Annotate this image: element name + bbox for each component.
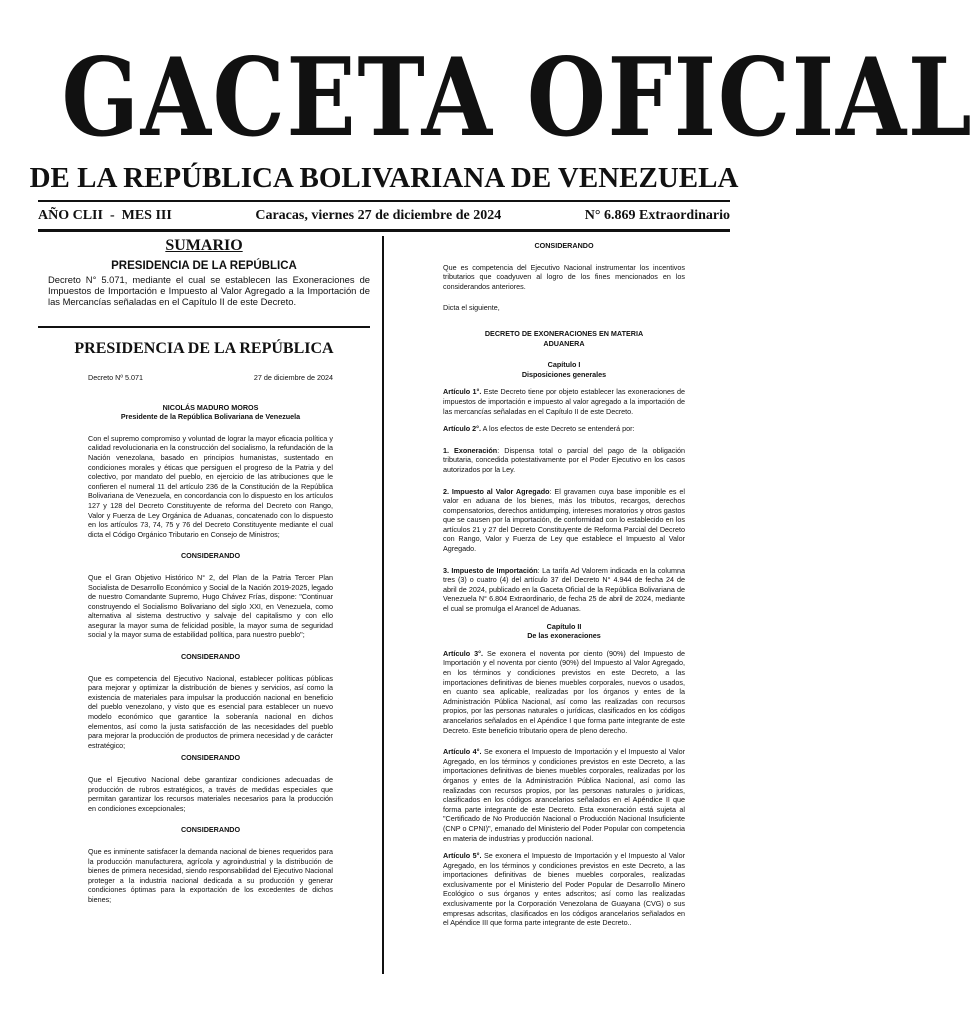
definition-1-label: 1. Exoneración: [443, 445, 498, 455]
article-4-text: Se exonera el Impuesto de Importación y el Impuesto al Valor Agregado, en los términos y condiciones previstos en este Decreto, a las importaciones definitivas de bienes muebles corporales, realizadas por los órganos y entes de la Administración Pública Nacional, así como las realizadas con recursos propios, por las personas naturales o jurídicas, clasificados en los códigos arancelarios señalados en el Apéndice II que forma parte integrante de este Decreto. Esta exoneración está sujeta al "Certificado de No Producción Nacional o Producción Nacional Insuficiente (CNP o CPNI)", emanado del Ministerio del Poder Popular con competencia en materia de industrias y producción nacional.: [443, 747, 685, 843]
article-5: [443, 851, 685, 928]
definition-2-label: 2. Impuesto al Valor Agregado: [443, 486, 550, 496]
considerando-heading: CONSIDERANDO: [180, 753, 241, 763]
header-rule-bottom: [38, 229, 730, 232]
definition-3-text: : La tarifa Ad Valorem indicada en la columna tres (3) o cuatro (4) del artículo 37 del Decreto N° 4.944 de fecha 24 de abril de 2024, publicado en la Gaceta Oficial de la República Bolivariana de Venezuela N° 6.804 Extraordinario, de fecha 25 de abril de 2024, mediante el cual se promulga el Arancel de Aduanas.: [443, 565, 685, 614]
definition-2-text: : El gravamen cuya base imponible es el valor en aduana de los bienes, más los tributos, recargos, derechos compensatorios, derechos antidumping, intereses moratorios y otros gastos que se causen por la importación, de conformidad con lo establecido en los artículos 21 y 27 del Decreto Constituyente de Reforma Parcial del Decreto con Rango, Valor y Fuerza de Ley que establece el Impuesto al Valor Agregado.: [443, 486, 686, 554]
considerando-text: Que el Gran Objetivo Histórico N° 2, del Plan de la Patria Tercer Plan Socialista de Desarrollo Económico y Social de la Nación 2019-2025, legado de nuestro Comandante Supremo, Hugo Chávez Frías, dispone: "Continuar construyendo el Socialismo Bolivariano del siglo XXI, en Venezuela, como alternativa al sistema destructivo y salvaje del capitalismo y con ello asegurar la mayor suma de felicidad posible, la mayor suma de seguridad social y la mayor suma de estabilidad política, para nuestro pueblo";: [88, 572, 333, 640]
considerando-text: Que es inminente satisfacer la demanda nacional de bienes requeridos para la producción manufacturera, agrícola y agroindustrial y la distribución de bienes de primera necesidad, siendo responsabilidad del Ejecutivo Nacional proteger a la industria nacional dedicada a su producción y generar condiciones óptimas para la exportación de los excedentes de dichos bienes;: [88, 846, 333, 904]
column-divider: [382, 236, 384, 974]
chapter1-subtitle: Disposiciones generales: [521, 369, 607, 379]
right-column: [443, 241, 685, 928]
dicta-text: Dicta el siguiente,: [443, 303, 500, 313]
definition-3: [443, 566, 685, 614]
considerando-heading: CONSIDERANDO: [180, 652, 241, 662]
decree-date: 27 de diciembre de 2024: [253, 373, 333, 382]
masthead-subtitle: DE LA REPÚBLICA BOLIVARIANA DE VENEZUELA: [29, 162, 739, 194]
article-1: [443, 387, 685, 416]
decree-number: Decreto Nº 5.071: [88, 373, 143, 382]
signer-name: NICOLÁS MADURO MOROS: [162, 402, 259, 412]
considerando-heading: CONSIDERANDO: [180, 551, 241, 561]
chapter2-title: Capítulo II: [546, 621, 582, 631]
article-1-text: Este Decreto tiene por objeto establecer las exoneraciones de impuestos de importación e impuesto al valor agregado a la importación de las mercancías señaladas en el Capítulo II de este Decreto.: [443, 387, 685, 416]
issue-year-month: AÑO CLII - MES III: [38, 208, 172, 223]
issue-line: [38, 205, 730, 227]
article-3-label: Artículo 3°.: [443, 648, 484, 658]
article-4: [443, 747, 685, 843]
header-rule-top: [38, 200, 730, 202]
masthead-title: GACETA OFICIAL: [61, 35, 973, 161]
article-2: [443, 424, 685, 434]
article-3-text: Se exonera el noventa por ciento (90%) del Impuesto de Importación y el noventa por ciento (90%) del Impuesto al Valor Agregado, en los términos y condiciones previstos en este Decreto, a las importaciones definitivas de bienes muebles corporales, nuevos o usados, en cuanto sea aplicable, realizadas por los órganos y entes de la Administración Pública Nacional, así como las realizadas con recursos propios, por las personas naturales o jurídicas, clasificados en los códigos arancelarios señalados en el Apéndice I que forma parte integrante de este Decreto. Este beneficio tributario opera de pleno derecho.: [443, 648, 685, 735]
decree-header: [88, 373, 333, 383]
signer-title: Presidente de la República Bolivariana de Venezuela: [120, 412, 301, 422]
definition-2: [443, 487, 685, 554]
considerando-heading: CONSIDERANDO: [534, 241, 594, 250]
preamble: Con el supremo compromiso y voluntad de lograr la mayor eficacia política y calidad revolucionaria en la construcción del socialismo, la refundación de la Nación venezolana, basado en principios humanistas, sustentado en condiciones morales y éticas que persiguen el progreso de la Patria y del colectivo, por mandato del pueblo, en ejercicio de las atribuciones que le confieren el numeral 11 del artículo 236 de la Constitución de la República Bolivariana de Venezuela, en concordancia con lo dispuesto en los artículos 127 y 128 del Decreto Constituyente de reforma del Decreto con Rango, Valor y Fuerza de Ley Orgánica de Aduanas, concatenado con lo dispuesto en los artículos 73, 74, 75 y 76 del Decreto Constituyente mediante el cual dicta el Código Orgánico Tributario en Consejo de Ministros;: [88, 433, 333, 539]
chapter1-title: Capítulo I: [547, 360, 581, 370]
definition-1-text: : Dispensa total o parcial del pago de la obligación tributaria, concedida potestativamente por el Poder Ejecutivo en los casos autorizados por la Ley.: [443, 445, 685, 474]
article-2-text: A los efectos de este Decreto se entenderá por:: [481, 424, 635, 434]
issue-number: N° 6.869 Extraordinario: [584, 208, 730, 223]
sumario-title: SUMARIO: [165, 237, 243, 254]
sumario-entry: Decreto N° 5.071, mediante el cual se establecen las Exoneraciones de Impuestos de Importación e Impuesto al Valor Agregado a la Importación de las Mercancías señaladas en el Capítulo II de este Decreto.: [48, 274, 370, 307]
issue-place-date: Caracas, viernes 27 de diciembre de 2024: [255, 208, 502, 223]
section-title: PRESIDENCIA DE LA REPÚBLICA: [74, 340, 334, 357]
considerando-heading: CONSIDERANDO: [180, 825, 241, 835]
sumario-heading: PRESIDENCIA DE LA REPÚBLICA: [111, 260, 297, 272]
article-4-label: Artículo 4°.: [443, 747, 482, 757]
article-5-text: Se exonera el Impuesto de Importación y el Impuesto al Valor Agregado, en los términos y condiciones previstos en este Decreto, a las importaciones definitivas de bienes muebles corporales, realizadas exclusivamente por el Ministerio del Poder Popular de Desarrollo Minero Ecológico o sus órganos y entes adscritos; así como las realizadas exclusivamente por la Corporación Venezolana de Guayana (CVG) o sus empresas adscritas, clasificados en los códigos arancelarios señalados en el Apéndice III que forma parte integrante de este Decreto..: [443, 851, 685, 928]
article-2-label: Artículo 2°.: [443, 424, 482, 434]
considerando-text: Que el Ejecutivo Nacional debe garantizar condiciones adecuadas de producción de rubros estratégicos, a través de medidas especiales que permitan garantizar los recursos materiales necesarios para la producción en condiciones excepcionales;: [88, 775, 333, 813]
decree-title: DECRETO DE EXONERACIONES EN MATERIA ADUANERA: [484, 328, 644, 348]
considerando-text: Que es competencia del Ejecutivo Nacional instrumentar los incentivos tributarios que coadyuven al logro de los fines mencionados en los considerandos anteriores.: [443, 262, 685, 291]
article-3: [443, 649, 685, 735]
article-5-label: Artículo 5°.: [443, 851, 482, 861]
sumario: [38, 236, 370, 307]
definition-1: [443, 446, 685, 475]
sumario-rule: [38, 326, 370, 328]
considerando-text: Que es competencia del Ejecutivo Nacional, establecer políticas públicas para mejorar y optimizar la distribución de bienes y servicios, así como la existencia de materiales para impulsar la producción nacional en beneficio del pueblo venezolano, y visto que es esencial para establecer un nuevo modelo económico que garantice la soberanía nacional en dichos elementos, así como la justa satisfacción de las necesidades del pueblo para mejorar la producción de productos de primera necesidad y de carácter estratégico;: [88, 673, 333, 750]
definition-3-label: 3. Impuesto de Importación: [443, 565, 538, 575]
chapter2-subtitle: De las exoneraciones: [527, 631, 601, 641]
article-1-label: Artículo 1°.: [443, 387, 482, 397]
left-column: [88, 373, 333, 905]
